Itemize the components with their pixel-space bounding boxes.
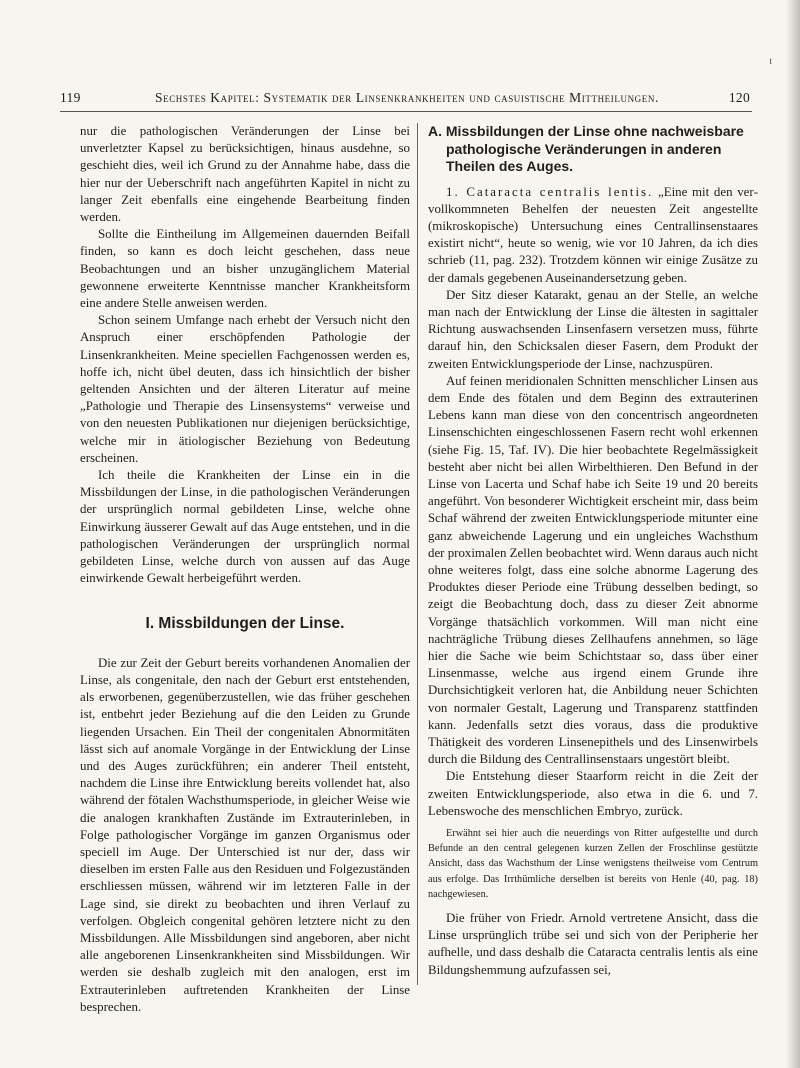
paragraph: Der Sitz dieser Katarakt, genau an der Stelle, an welche man nach der Entwicklung der Linse die ältesten in sagittaler Richtung auswachsenden Linsenfasern versetzen muss, führte darauf hin, den Schicksalen dieser Fasern, dem Produkt der zweiten Entwicklungsperiode der Linse, nachzuspüren. — [428, 287, 758, 371]
corner-mark: t — [769, 56, 772, 66]
page-number-left: 119 — [60, 90, 81, 105]
paragraph: Die früher von Friedr. Arnold vertretene Ansicht, dass die Linse ursprünglich trübe sei und sich von der Peripherie her aufhelle, und dass deshalb die Cataracta centralis lentis als eine Bildungshemmung aufzufassen sei, — [428, 911, 758, 977]
running-head — [60, 90, 750, 110]
left-column — [80, 123, 410, 1016]
paragraph: Auf feinen meridionalen Schnitten menschlicher Linsen aus dem Ende des fötalen und dem Beginn des extrauterinen Lebens kann man diese von den concentrisch angeordneten Linsenschichten eingeschlossenen Fasern recht wohl erkennen (siehe Fig. 15, Taf. IV). Die hier beobachtete Regelmässigkeit besteht aber nicht bei allen Wirbelthieren. Den Befund in der Linse von Lacerta und Schaf habe ich Seite 19 und 20 bereits angeführt. Von besonderer Wichtigkeit erscheint mir, dass beim Schaf während der zweiten Entwicklungsperiode mitunter eine ganz abweichende Lagerung und ein ungleiches Wachsthum der proximalen Zellen beobachtet wird. Wenn daraus auch nicht ohne weiteres folgt, dass eine solche abnorme Lagerung des Produktes dieser Periode eine Trübung desselben bedingt, so zeigt die Beobachtung doch, dass zu dieser Zeit abnorme Vorgänge thatsächlich vorkommen. Will man nicht eine nachträgliche Trübung dieses Zellhaufens annehmen, so läge hier die Sache wie beim Schichtstaar so, dass über einer Linsenmasse, welche aus irgend einem Grunde ihre Durchsichtigkeit verloren hat, die Anbildung neuer Schichten von normaler Gestalt, Lagerung und Transparenz stattfinden kann. Jedenfalls setzt dies voraus, dass die produktive Thätigkeit des vorderen Linsenepithels und des Linsenwirbels durch die Bildung des Centrallinsenstaars ungestört bleibt. — [428, 373, 758, 767]
paragraph — [428, 184, 758, 287]
paragraph: Schon seinem Umfange nach erhebt der Versuch nicht den Anspruch einer erschöpfenden Pathologie der Linsenkrankheiten. Meine speciellen Fachgenossen werden es, hoffe ich, nicht übel deuten, dass ich hinsichtlich der bisher geltenden Ansichten und der älteren Literatur auf meine „Pathologie und Therapie des Linsensystems“ verweise und von den neuesten Publikationen nur diejenigen berücksichtige, welche mir in ätiologischer Beziehung von Bedeutung erscheinen. — [80, 313, 410, 465]
paragraph: Sollte die Eintheilung im Allgemeinen dauernden Beifall finden, so kann es doch leicht geschehen, dass neue Beobachtungen und an bisher unzugänglichem Material gewonnene erweiterte Kenntnisse mancher Krankheitsform eine andere Stelle anweisen werden. — [80, 227, 410, 311]
subsection-heading: A. Missbildungen der Linse ohne nachweisbare pathologische Veränderungen in anderen Theilen des Auges. — [428, 123, 744, 174]
paragraph-text: „Eine mit den vervollkommneten Behelfen der neuesten Zeit angestellte (mikroskopische) Untersuchung eines Centrallinsenstaares existirt nicht“, heute so wenig, wie vor 10 Jahren, da ich dies schrieb (11, pag. 232). Trotzdem können wir einige Zusätze zu der damals gegebenen Auseinandersetzung geben. — [428, 184, 758, 285]
header-rule — [60, 111, 752, 112]
section-heading: I. Missbildungen der Linse. — [145, 615, 345, 633]
chapter-title: Sechstes Kapitel: Systematik der Linsenkrankheiten und casuistische Mittheilungen. — [155, 90, 659, 105]
paragraph: Die Entstehung dieser Staarform reicht in die Zeit der zweiten Entwicklungsperiode, also etwa in die 6. und 7. Lebenswoche des menschlichen Embryo, zurück. — [428, 769, 758, 818]
right-column — [428, 123, 758, 979]
paragraph: nur die pathologischen Veränderungen der Linse bei unverletzter Kapsel zu berücksichtigen, hinaus ausdehne, so geschieht dies, weil ich Grund zu der Annahme habe, dass die hier nur der Ueberschrift nach angeführten Kapitel in nicht zu langer Zeit ebenfalls eine eingehende Bearbeitung finden werden. — [80, 124, 410, 225]
column-divider — [417, 123, 418, 985]
paragraph: Die zur Zeit der Geburt bereits vorhandenen Anomalien der Linse, als congenitale, den nach der Geburt erst entstehenden, als erworbenen, gegenüberzustellen, wie das früher geschehen ist, entbehrt jeder Beziehung auf die den Leiden zu Grunde liegenden Ursachen. Ein Theil der congenitalen Abnormitäten lässt sich auf anomale Vorgänge in der Entwicklung der Linse und des Auges zurückführen; ein anderer Theil entsteht, nachdem die Linse ihre Entwicklung bereits vollendet hat, also während der fötalen Wachsthumsperiode, in gleicher Weise wie die analogen krankhaften Zustände im Extrauterinleben, in Folge pathologischer Vorgänge im ganzen Organismus oder speciell im Auge. Der Unterschied ist nur der, dass wir dieselben im ersten Falle aus den Residuen und Folgezuständen erschliessen müssen, während wir im letzteren Falle in der Lage sind, sie direkt zu beobachten und ihren Verlauf zu verfolgen. Obgleich congenital gehören letztere nicht zu den Missbildungen. Alle Missbildungen sind angeboren, aber nicht alle angeborenen Linsenkrankheiten sind Missbildungen. Wir werden sie deshalb zugleich mit den analogen, erst im Extrauterinleben auftretenden Krankheiten der Linse besprechen. — [80, 655, 410, 1014]
paragraph-label: 1. Cataracta centralis lentis. — [446, 184, 654, 199]
footnote: Erwähnt sei hier auch die neuerdings von Ritter aufgestellte und durch Befunde an den central gelegenen kurzen Zellen der Froschlinse gestützte Ansicht, dass das Wachsthum der Linse wenigstens theilweise vom Centrum aus erfolge. Das Irrthümliche derselben ist bereits von Henle (40, pag. 18) nachgewiesen. — [428, 828, 758, 900]
page-number-right: 120 — [728, 90, 750, 105]
paragraph: Ich theile die Krankheiten der Linse ein in die Missbildungen der Linse, in die pathologischen Veränderungen der ursprünglich normal gebildeten Linse, welche ohne Einwirkung äusserer Gewalt auf das Auge entstehen, und in die pathologischen Veränderungen der ursprünglich normal gebildeten Linse, welche durch von aussen auf das Auge einwirkende Gewalt herbeigeführt werden. — [80, 468, 410, 586]
page-edge-shadow — [786, 0, 800, 1068]
